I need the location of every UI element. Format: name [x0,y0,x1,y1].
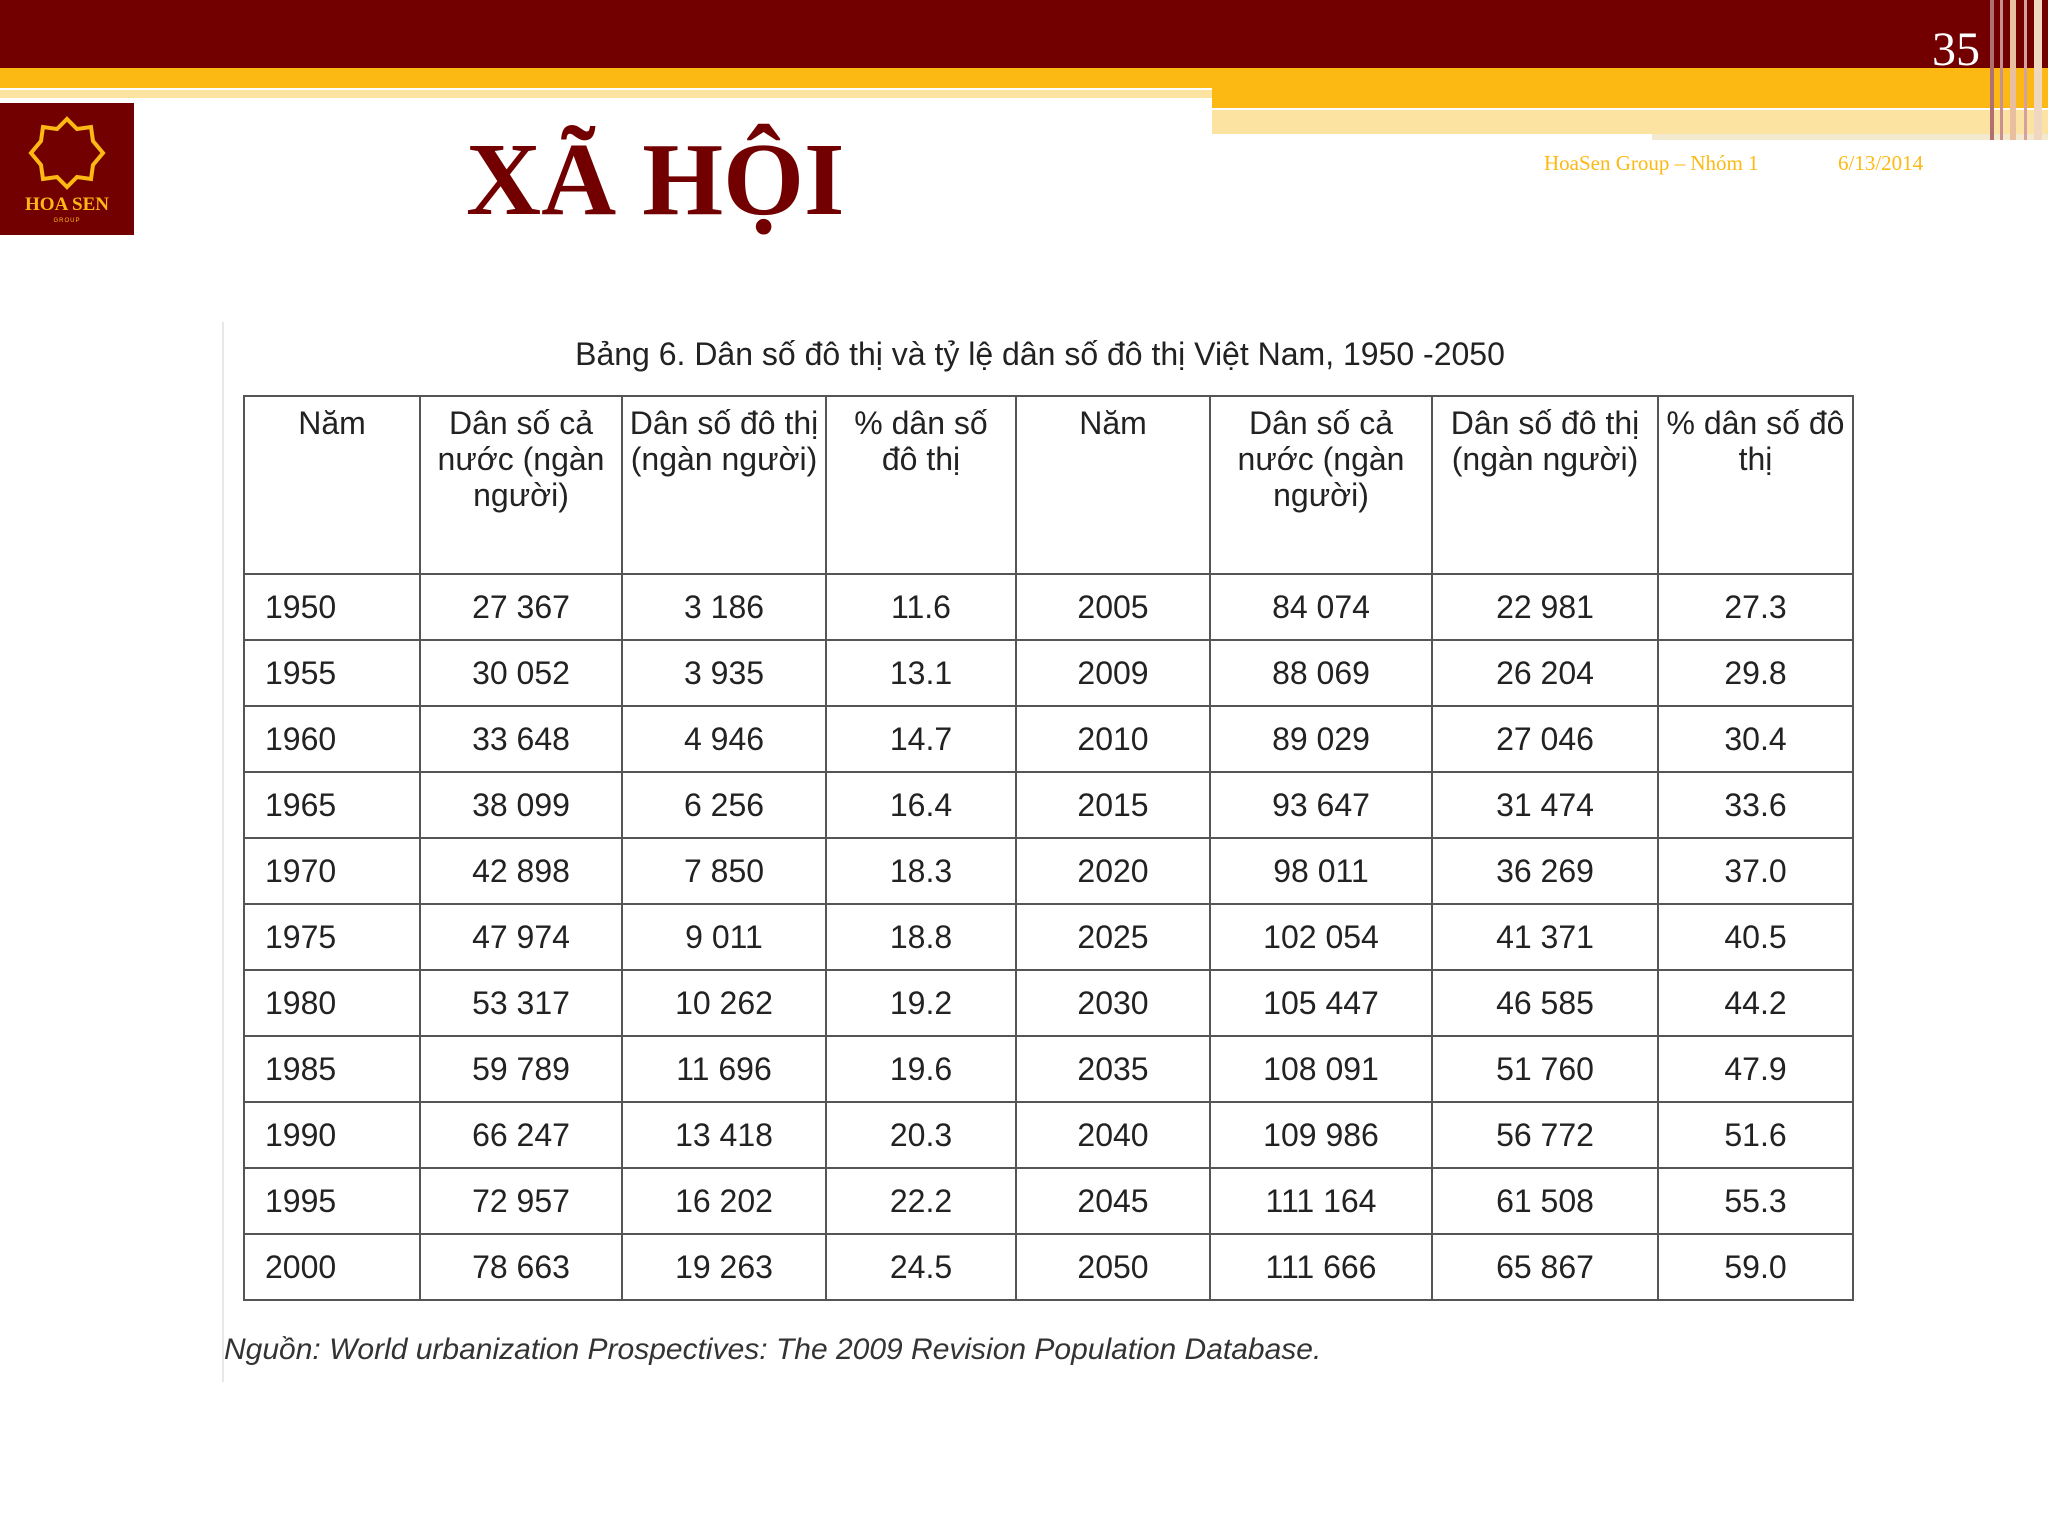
table-body [244,574,1853,1300]
cell-urban-population: 46 585 [1432,970,1658,1036]
cell-urban-population: 3 935 [622,640,826,706]
cell-urban-population: 65 867 [1432,1234,1658,1300]
header-urban-percent: % dân số đô thị [1658,396,1853,574]
cell-year: 2045 [1016,1168,1210,1234]
cell-urban-population: 22 981 [1432,574,1658,640]
cell-urban-percent: 30.4 [1658,706,1853,772]
hoa-sen-logo [0,103,134,235]
cell-urban-population: 16 202 [622,1168,826,1234]
cell-total-population: 53 317 [420,970,622,1036]
header-urban-population: Dân số đô thị (ngàn người) [1432,396,1658,574]
header-stripe [2024,0,2027,140]
cell-year: 1950 [244,574,420,640]
cell-total-population: 66 247 [420,1102,622,1168]
cell-year: 2015 [1016,772,1210,838]
cell-urban-percent: 14.7 [826,706,1016,772]
table-row [244,772,1853,838]
header-gold-thin-line [0,90,1212,98]
cell-year: 1960 [244,706,420,772]
cell-total-population: 108 091 [1210,1036,1432,1102]
cell-urban-percent: 20.3 [826,1102,1016,1168]
cell-urban-population: 41 371 [1432,904,1658,970]
cell-year: 2010 [1016,706,1210,772]
table-source: Nguồn: World urbanization Prospectives: The 2009 Revision Population Database. [224,1333,1322,1366]
cell-year: 2040 [1016,1102,1210,1168]
cell-total-population: 42 898 [420,838,622,904]
cell-urban-population: 6 256 [622,772,826,838]
cell-urban-population: 10 262 [622,970,826,1036]
cell-urban-population: 13 418 [622,1102,826,1168]
table-row [244,1234,1853,1300]
cell-urban-percent: 16.4 [826,772,1016,838]
cell-urban-percent: 13.1 [826,640,1016,706]
cell-total-population: 89 029 [1210,706,1432,772]
cell-urban-population: 31 474 [1432,772,1658,838]
cell-year: 1955 [244,640,420,706]
cell-urban-population: 26 204 [1432,640,1658,706]
cell-urban-percent: 29.8 [1658,640,1853,706]
cell-total-population: 72 957 [420,1168,622,1234]
cell-total-population: 84 074 [1210,574,1432,640]
cell-urban-population: 7 850 [622,838,826,904]
header-gold-step-faint [1652,134,2048,140]
table-row [244,706,1853,772]
cell-urban-percent: 44.2 [1658,970,1853,1036]
cell-urban-percent: 24.5 [826,1234,1016,1300]
cell-urban-population: 3 186 [622,574,826,640]
cell-total-population: 47 974 [420,904,622,970]
cell-urban-population: 61 508 [1432,1168,1658,1234]
cell-total-population: 88 069 [1210,640,1432,706]
cell-urban-percent: 19.2 [826,970,1016,1036]
cell-total-population: 109 986 [1210,1102,1432,1168]
logo-subtext: GROUP [53,218,81,224]
cell-urban-percent: 51.6 [1658,1102,1853,1168]
cell-year: 1965 [244,772,420,838]
population-table [243,395,1854,1301]
cell-total-population: 27 367 [420,574,622,640]
table-row [244,640,1853,706]
table-row [244,970,1853,1036]
cell-total-population: 38 099 [420,772,622,838]
cell-urban-population: 11 696 [622,1036,826,1102]
cell-urban-percent: 19.6 [826,1036,1016,1102]
cell-total-population: 30 052 [420,640,622,706]
cell-urban-percent: 33.6 [1658,772,1853,838]
cell-urban-population: 56 772 [1432,1102,1658,1168]
cell-year: 1980 [244,970,420,1036]
cell-year: 2035 [1016,1036,1210,1102]
header-bar [0,0,2048,68]
cell-total-population: 111 164 [1210,1168,1432,1234]
cell-total-population: 33 648 [420,706,622,772]
cell-urban-percent: 27.3 [1658,574,1853,640]
cell-urban-percent: 55.3 [1658,1168,1853,1234]
header-urban-population: Dân số đô thị (ngàn người) [622,396,826,574]
cell-urban-percent: 11.6 [826,574,1016,640]
cell-year: 2050 [1016,1234,1210,1300]
slide-title: XÃ HỘI [466,122,845,237]
cell-year: 1970 [244,838,420,904]
cell-urban-population: 51 760 [1432,1036,1658,1102]
cell-urban-population: 19 263 [622,1234,826,1300]
cell-urban-percent: 47.9 [1658,1036,1853,1102]
footer-date: 6/13/2014 [1838,151,1924,175]
cell-year: 2030 [1016,970,1210,1036]
slide-number: 35 [1932,23,1980,76]
table-row [244,1168,1853,1234]
cell-total-population: 102 054 [1210,904,1432,970]
lotus-emblem-icon [25,113,109,193]
cell-year: 1985 [244,1036,420,1102]
cell-year: 2020 [1016,838,1210,904]
header-year: Năm [1016,396,1210,574]
cell-year: 2005 [1016,574,1210,640]
table-row [244,904,1853,970]
table-row [244,838,1853,904]
logo-text: HOA SEN [25,194,109,215]
cell-urban-percent: 59.0 [1658,1234,1853,1300]
cell-urban-population: 36 269 [1432,838,1658,904]
cell-urban-percent: 37.0 [1658,838,1853,904]
header-gold-step-light [1212,110,2048,134]
cell-urban-percent: 18.3 [826,838,1016,904]
cell-year: 2000 [244,1234,420,1300]
cell-total-population: 105 447 [1210,970,1432,1036]
cell-urban-percent: 22.2 [826,1168,1016,1234]
header-stripe [2034,0,2042,140]
header-year: Năm [244,396,420,574]
table-row [244,1102,1853,1168]
table-row [244,574,1853,640]
cell-total-population: 98 011 [1210,838,1432,904]
header-total-population: Dân số cả nước (ngàn người) [420,396,622,574]
footer-group: HoaSen Group – Nhóm 1 [1544,151,1759,175]
cell-urban-percent: 18.8 [826,904,1016,970]
table-header-row [244,396,1853,574]
cell-urban-population: 27 046 [1432,706,1658,772]
cell-year: 1995 [244,1168,420,1234]
cell-year: 1990 [244,1102,420,1168]
cell-total-population: 78 663 [420,1234,622,1300]
cell-total-population: 93 647 [1210,772,1432,838]
header-gold-step [1212,88,2048,108]
cell-total-population: 111 666 [1210,1234,1432,1300]
cell-urban-population: 4 946 [622,706,826,772]
table-caption: Bảng 6. Dân số đô thị và tỷ lệ dân số đô thị Việt Nam, 1950 -2050 [575,336,1505,372]
header-stripe [2010,0,2016,140]
header-stripe [1990,0,1994,140]
cell-urban-percent: 40.5 [1658,904,1853,970]
cell-total-population: 59 789 [420,1036,622,1102]
cell-urban-population: 9 011 [622,904,826,970]
header-gold-band [0,68,2048,88]
header-total-population: Dân số cả nước (ngàn người) [1210,396,1432,574]
table-row [244,1036,1853,1102]
cell-year: 2009 [1016,640,1210,706]
header-stripe [2000,0,2003,140]
header-urban-percent: % dân số đô thị [826,396,1016,574]
cell-year: 2025 [1016,904,1210,970]
cell-year: 1975 [244,904,420,970]
